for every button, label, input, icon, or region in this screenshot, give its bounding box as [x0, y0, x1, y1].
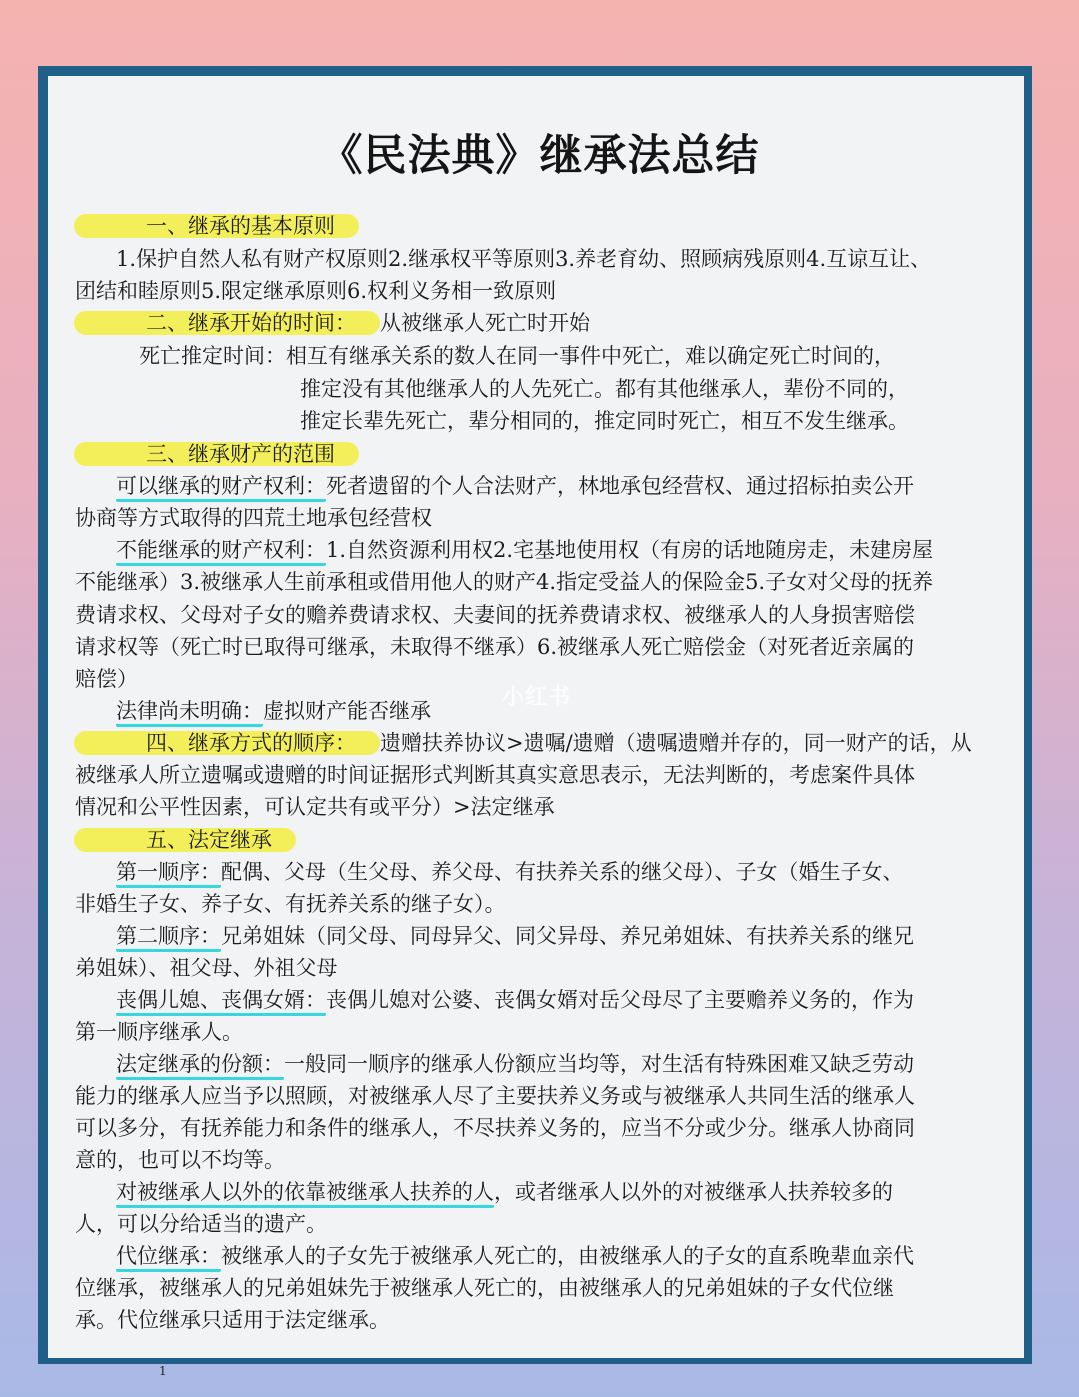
- section-4-text-line: 情况和公平性因素，可认定共有或平分）>法定继承: [75, 795, 555, 819]
- page-number: 1: [159, 1364, 167, 1378]
- first-order-line: 非婚生子女、养子女、有抚养关系的继子女）。: [75, 892, 506, 916]
- dependents-line: 人，可以分给适当的遗产。: [75, 1212, 327, 1236]
- statutory-share-line: 法定继承的份额：一般同一顺序的继承人份额应当均等，对生活有特殊困难又缺乏劳动: [116, 1048, 914, 1080]
- subrogation-line: 位继承，被继承人的兄弟姐妹先于被继承人死亡的，由被继承人的兄弟姐妹的子女代位继: [75, 1276, 894, 1300]
- subrogation-line: 代位继承：被继承人的子女先于被继承人死亡的，由被继承人的子女的直系晚辈血亲代: [116, 1240, 914, 1272]
- non-inheritable-rights-line: 请求权等（死亡时已取得可继承，未取得不继承）6.被继承人死亡赔偿金（对死者近亲属的: [75, 635, 915, 659]
- section-3-heading: 三、继承财产的范围: [116, 438, 359, 470]
- widowed-in-law-line: 丧偶儿媳、丧偶女婿：丧偶儿媳对公婆、丧偶女婿对岳父母尽了主要赡养义务的，作为: [116, 984, 914, 1016]
- unclear-law-line: 法律尚未明确：虚拟财产能否继承: [116, 695, 431, 727]
- section-4-heading: 四、继承方式的顺序： 遗赠扶养协议>遗嘱/遗赠（遗嘱遗赠并存的，同一财产的话，从: [116, 727, 972, 759]
- section-1-text-line: 1.保护自然人私有财产权原则2.继承权平等原则3.养老育幼、照顾病残原则4.互谅互让、: [116, 247, 932, 271]
- statutory-share-line: 能力的继承人应当予以照顾，对被继承人尽了主要扶养义务或与被继承人共同生活的继承人: [75, 1084, 915, 1108]
- death-presumption-line: 推定没有其他继承人的人先死亡。都有其他继承人，辈份不同的，: [300, 377, 909, 401]
- section-4-text-line: 被继承人所立遗嘱或遗赠的时间证据形式判断其真实意思表示，无法判断的，考虑案件具体: [75, 763, 915, 787]
- section-1-heading: 一、继承的基本原则: [116, 210, 359, 242]
- watermark-logo: 小红书: [502, 685, 572, 710]
- page-title: 《民法典》继承法总结: [319, 131, 760, 181]
- non-inheritable-rights-line: 不能继承的财产权利：1.自然资源利用权2.宅基地使用权（有房的话地随房走，未建房屋: [116, 534, 933, 566]
- first-order-line: 第一顺序：配偶、父母（生父母、养父母、有扶养关系的继父母）、子女（婚生子女、: [116, 856, 904, 888]
- second-order-line: 第二顺序：兄弟姐妹（同父母、同母异父、同父异母、养兄弟姐妹、有扶养关系的继兄: [116, 920, 914, 952]
- non-inheritable-rights-line: 不能继承）3.被继承人生前承租或借用他人的财产4.指定受益人的保险金5.子女对父母的抚养: [75, 570, 934, 594]
- death-presumption-line: 推定长辈先死亡，辈分相同的，推定同时死亡，相互不发生继承。: [300, 409, 909, 433]
- inheritable-rights-line: 协商等方式取得的四荒土地承包经营权: [75, 506, 432, 530]
- second-order-line: 弟姐妹）、祖父母、外祖父母: [75, 956, 338, 980]
- dependents-line: 对被继承人以外的依靠被继承人扶养的人，或者继承人以外的对被继承人扶养较多的: [116, 1176, 893, 1208]
- section-2-heading: 二、继承开始的时间： 从被继承人死亡时开始: [116, 307, 590, 339]
- section-5-heading: 五、法定继承: [116, 824, 296, 856]
- non-inheritable-rights-line: 赔偿）: [75, 667, 138, 691]
- inheritable-rights-line: 可以继承的财产权利：死者遗留的个人合法财产，林地承包经营权、通过招标拍卖公开: [116, 470, 914, 502]
- section-1-text-line: 团结和睦原则5.限定继承原则6.权利义务相一致原则: [75, 279, 557, 303]
- widowed-in-law-line: 第一顺序继承人。: [75, 1020, 243, 1044]
- statutory-share-line: 可以多分，有抚养能力和条件的继承人，不尽扶养义务的，应当不分或少分。继承人协商同: [75, 1116, 915, 1140]
- non-inheritable-rights-line: 费请求权、父母对子女的赡养费请求权、夫妻间的抚养费请求权、被继承人的人身损害赔偿: [75, 603, 915, 627]
- subrogation-line: 承。代位继承只适用于法定继承。: [75, 1308, 390, 1332]
- statutory-share-line: 意的，也可以不均等。: [75, 1148, 285, 1172]
- death-presumption-line: 死亡推定时间：相互有继承关系的数人在同一事件中死亡，难以确定死亡时间的，: [139, 344, 895, 368]
